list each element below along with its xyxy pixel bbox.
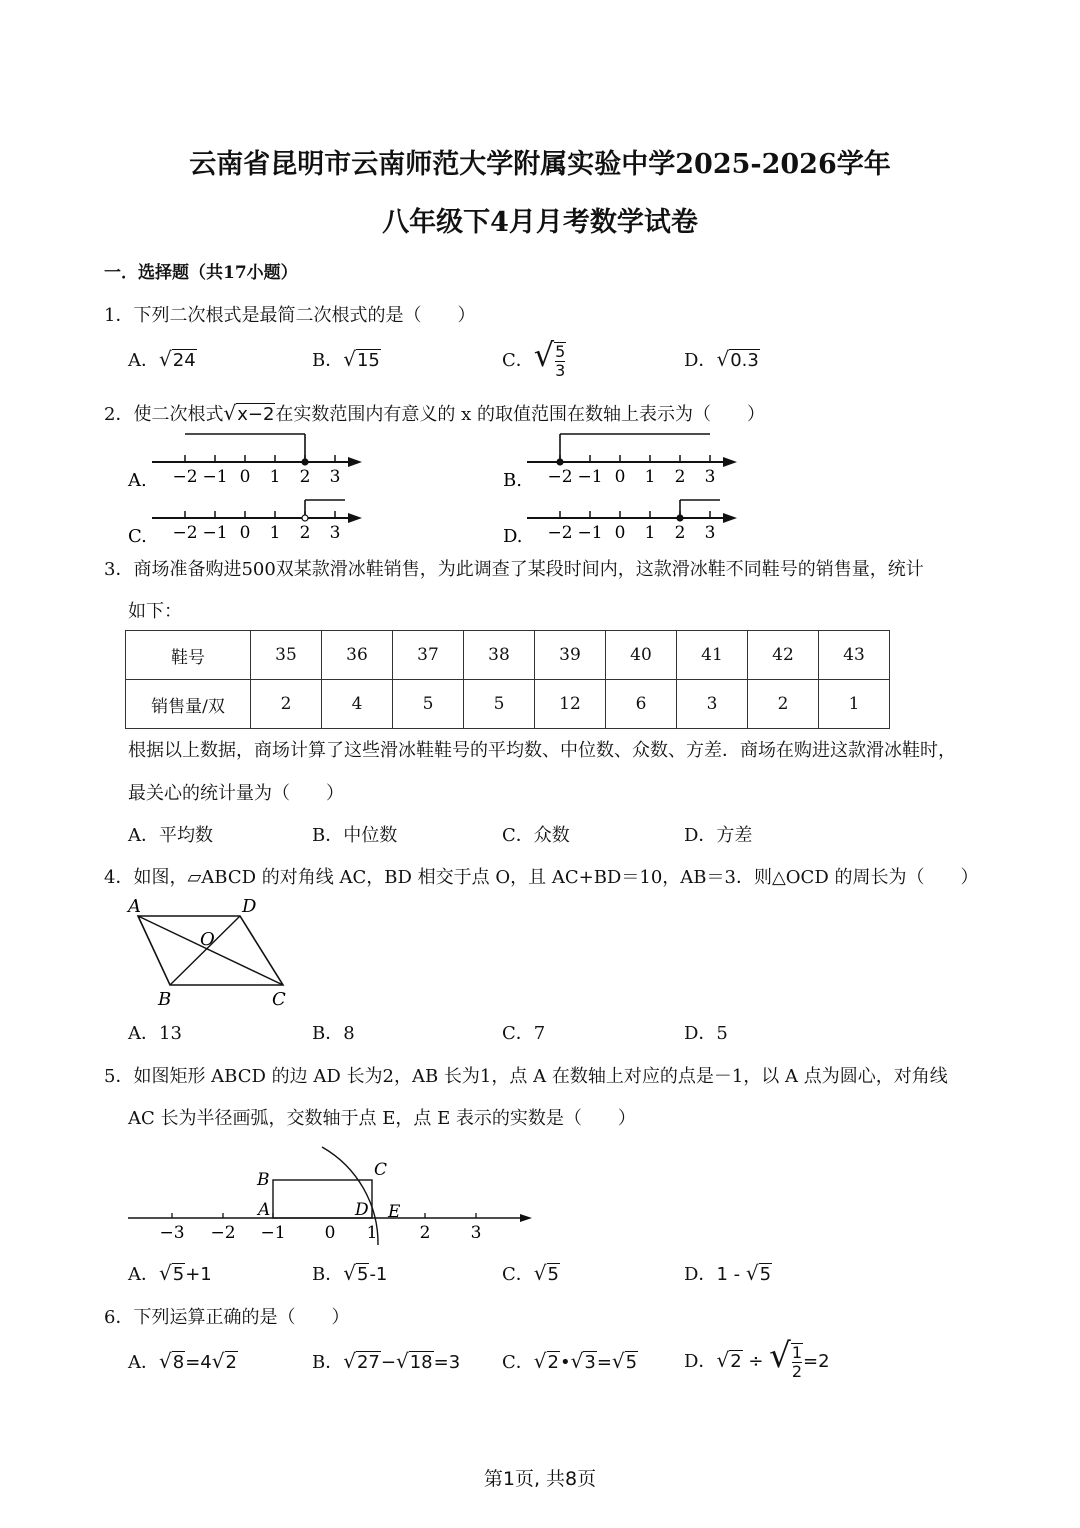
operator: −	[380, 1352, 396, 1373]
option-label: B．	[312, 1264, 344, 1285]
table-cell: 5	[464, 680, 535, 729]
tick-label: 0	[324, 1223, 336, 1243]
q3-option-b: B．中位数	[312, 825, 398, 846]
radicand: 3	[584, 1352, 596, 1373]
table-cell: 3	[677, 680, 748, 729]
table-cell: 35	[251, 631, 322, 680]
q6-option-a: A．√8=4√2	[128, 1349, 237, 1373]
q1-option-c	[502, 336, 566, 380]
option-label: C.	[128, 526, 147, 547]
arrow-icon	[723, 457, 737, 467]
option-label: B．	[312, 350, 344, 371]
q1-option-b	[312, 346, 381, 372]
option-label: A．	[128, 1264, 159, 1285]
radicand: 5	[625, 1352, 638, 1373]
label-c: C	[272, 989, 286, 1010]
q6-option-b: B．√27−√18=3	[312, 1349, 461, 1373]
q4-option-c: C．7	[502, 1023, 546, 1044]
closed-point	[677, 515, 683, 521]
tick-label: 0	[614, 467, 626, 487]
sqrt: √15	[343, 347, 380, 371]
table-cell: 40	[606, 631, 677, 680]
label-d: D	[355, 1200, 369, 1220]
operator: =	[596, 1352, 612, 1373]
table-row	[126, 631, 890, 680]
table-cell: 4	[322, 680, 393, 729]
radicand: 5	[172, 1264, 185, 1285]
q2-option-c-number-line	[120, 486, 380, 551]
radicand: 2	[225, 1352, 237, 1373]
q4-option-a: A．13	[128, 1023, 182, 1044]
radicand: 27	[356, 1352, 380, 1373]
section-heading: 一．选择题（共17小题）	[104, 263, 298, 283]
label-a: A	[128, 896, 141, 917]
tick-label: 1	[644, 467, 656, 487]
tick-label: 1	[269, 467, 281, 487]
tick-label: 3	[329, 523, 341, 543]
option-label: C．	[502, 1352, 534, 1373]
tick-label: −2	[547, 467, 573, 487]
table-cell: 5	[393, 680, 464, 729]
tick-label: −1	[202, 467, 228, 487]
table-cell: 6	[606, 680, 677, 729]
tick-label: −3	[159, 1223, 185, 1243]
tick-label: 1	[366, 1223, 378, 1243]
q5-stem-1: 5．如图矩形 ABCD 的边 AD 长为2，AB 长为1，点 A 在数轴上对应的点是－1，以 A 点为圆心，对角线	[104, 1066, 948, 1087]
radicand: 5	[356, 1264, 369, 1285]
tick-label: 2	[299, 523, 311, 543]
tick-label: 2	[419, 1223, 431, 1243]
result: =2	[803, 1351, 830, 1372]
option-suffix: -1	[369, 1264, 388, 1285]
operator: =4	[185, 1352, 212, 1373]
radicand: 15	[356, 350, 380, 371]
tick-label: 1	[269, 523, 281, 543]
stem-part: 2．使二次根式	[104, 404, 224, 425]
tick-label: −1	[577, 523, 603, 543]
numerator: 5	[555, 342, 566, 361]
q3-option-a: A．平均数	[128, 825, 213, 846]
tick-label: 0	[614, 523, 626, 543]
open-point	[302, 515, 308, 521]
q4-stem: 4．如图，▱ABCD 的对角线 AC，BD 相交于点 O，且 AC+BD＝10，AB＝3．则△OCD 的周长为（ ）	[104, 867, 979, 888]
radicand: 2	[547, 1352, 559, 1373]
sqrt: √ $\frac{5}{3}$	[533, 336, 566, 380]
q3-stem-2: 如下：	[128, 601, 182, 622]
option-label: C．	[502, 1264, 534, 1285]
option-label: A．	[128, 1352, 159, 1373]
q1-stem: 1．下列二次根式是最简二次根式的是（ ）	[104, 305, 476, 326]
shoe-size-table	[125, 630, 890, 729]
radicand: 2	[730, 1351, 742, 1372]
tick-label: −2	[547, 523, 573, 543]
tick-label: −2	[172, 467, 198, 487]
arrow-icon	[348, 513, 362, 523]
label-c: C	[374, 1160, 388, 1180]
q6-option-d: D．√2 ÷ √ $\frac{1}{2}$ =2	[684, 1336, 830, 1381]
q3-option-d: D．方差	[684, 825, 753, 846]
option-label: D．	[684, 1264, 717, 1285]
q6-stem: 6．下列运算正确的是（ ）	[104, 1307, 350, 1328]
tick-label: 1	[644, 523, 656, 543]
parallelogram-figure	[120, 893, 300, 1013]
q5-option-a: A．√5+1	[128, 1261, 212, 1285]
sqrt: √x−2	[223, 401, 275, 425]
radicand: 24	[172, 350, 196, 371]
option-label: C．	[502, 350, 534, 371]
radicand: x−2	[237, 404, 275, 425]
radicand: 8	[172, 1352, 185, 1373]
tick-label: 0	[239, 467, 251, 487]
table-cell: 42	[748, 631, 819, 680]
label-b: B	[158, 989, 172, 1010]
label-d: D	[242, 896, 257, 917]
tick-label: −1	[577, 467, 603, 487]
q5-stem-2: AC 长为半径画弧，交数轴于点 E，点 E 表示的实数是（ ）	[128, 1108, 636, 1129]
arrow-icon	[348, 457, 362, 467]
option-label: B.	[503, 470, 522, 491]
tick-label: 2	[674, 523, 686, 543]
q5-option-b: B．√5-1	[312, 1261, 388, 1285]
option-label: A．	[128, 350, 159, 371]
title-line-2: 八年级下4月月考数学试卷	[382, 207, 698, 238]
radicand: 0.3	[730, 350, 759, 371]
tick-label: −2	[172, 523, 198, 543]
tick-label: 3	[704, 467, 716, 487]
label-e: E	[388, 1202, 401, 1222]
closed-point	[557, 459, 563, 465]
label-a: A	[258, 1200, 271, 1220]
table-cell: 43	[819, 631, 890, 680]
label-b: B	[257, 1170, 270, 1190]
arrow-icon	[520, 1214, 532, 1222]
option-label: D．	[684, 350, 717, 371]
q5-option-c: C．√5	[502, 1261, 559, 1285]
closed-point	[302, 459, 308, 465]
tick-label: 2	[674, 467, 686, 487]
operator: ÷	[742, 1351, 770, 1372]
tick-label: −2	[210, 1223, 236, 1243]
tick-label: 3	[704, 523, 716, 543]
table-cell: 37	[393, 631, 464, 680]
table-cell: 1	[819, 680, 890, 729]
tick-label: 0	[239, 523, 251, 543]
denominator: 3	[555, 361, 566, 380]
q1-option-d	[684, 346, 760, 372]
denominator: 2	[791, 1362, 803, 1381]
option-label: D.	[503, 526, 523, 547]
q2-option-d-number-line	[495, 486, 755, 551]
table-cell: 41	[677, 631, 748, 680]
table-cell: 39	[535, 631, 606, 680]
tick-label: 3	[329, 467, 341, 487]
diagonal-bd	[170, 916, 240, 985]
arrow-icon	[723, 513, 737, 523]
q4-option-d: D．5	[684, 1023, 728, 1044]
result: =3	[433, 1352, 461, 1373]
label-o: O	[200, 929, 215, 950]
operator: •	[559, 1352, 571, 1373]
tick-label: −1	[260, 1223, 286, 1243]
q1-option-a	[128, 346, 197, 372]
option-label: B．	[312, 1352, 344, 1373]
stem-part: 在实数范围内有意义的 x 的取值范围在数轴上表示为（ ）	[275, 404, 765, 425]
table-cell: 36	[322, 631, 393, 680]
option-label: A.	[128, 470, 147, 491]
tick-label: 3	[470, 1223, 482, 1243]
q3-option-c: C．众数	[502, 825, 570, 846]
tick-label: 2	[299, 467, 311, 487]
table-cell: 鞋号	[126, 631, 251, 680]
table-cell: 12	[535, 680, 606, 729]
numerator: 1	[791, 1343, 803, 1362]
q3-after-1: 根据以上数据，商场计算了这些滑冰鞋鞋号的平均数、中位数、众数、方差．商场在购进这款滑冰鞋时，	[128, 740, 956, 761]
radicand: 5	[547, 1264, 559, 1285]
table-row	[126, 680, 890, 729]
table-cell: 销售量/双	[126, 680, 251, 729]
tick-label: −1	[202, 523, 228, 543]
q6-option-c: C．√2•√3=√5	[502, 1349, 638, 1373]
table-cell: 2	[251, 680, 322, 729]
option-suffix: +1	[185, 1264, 212, 1285]
radicand: 5	[759, 1264, 772, 1285]
radicand: 18	[409, 1352, 433, 1373]
title-line-1: 云南省昆明市云南师范大学附属实验中学2025-2026学年	[189, 149, 891, 180]
q2-stem	[104, 400, 765, 426]
q3-after-2: 最关心的统计量为（ ）	[128, 783, 344, 804]
rectangle-number-line-figure	[120, 1145, 550, 1250]
option-label: D．	[684, 1351, 717, 1372]
table-cell: 2	[748, 680, 819, 729]
q3-stem-1: 3．商场准备购进500双某款滑冰鞋销售，为此调查了某段时间内，这款滑冰鞋不同鞋号的销售量，统计	[104, 559, 924, 580]
table-cell: 38	[464, 631, 535, 680]
q4-option-b: B．8	[312, 1023, 355, 1044]
sqrt: √0.3	[716, 347, 759, 371]
sqrt: √24	[159, 347, 196, 371]
page-footer: 第1页, 共8页	[483, 1468, 597, 1490]
option-prefix: 1 -	[716, 1264, 746, 1285]
q5-option-d: D．1 - √5	[684, 1261, 772, 1285]
